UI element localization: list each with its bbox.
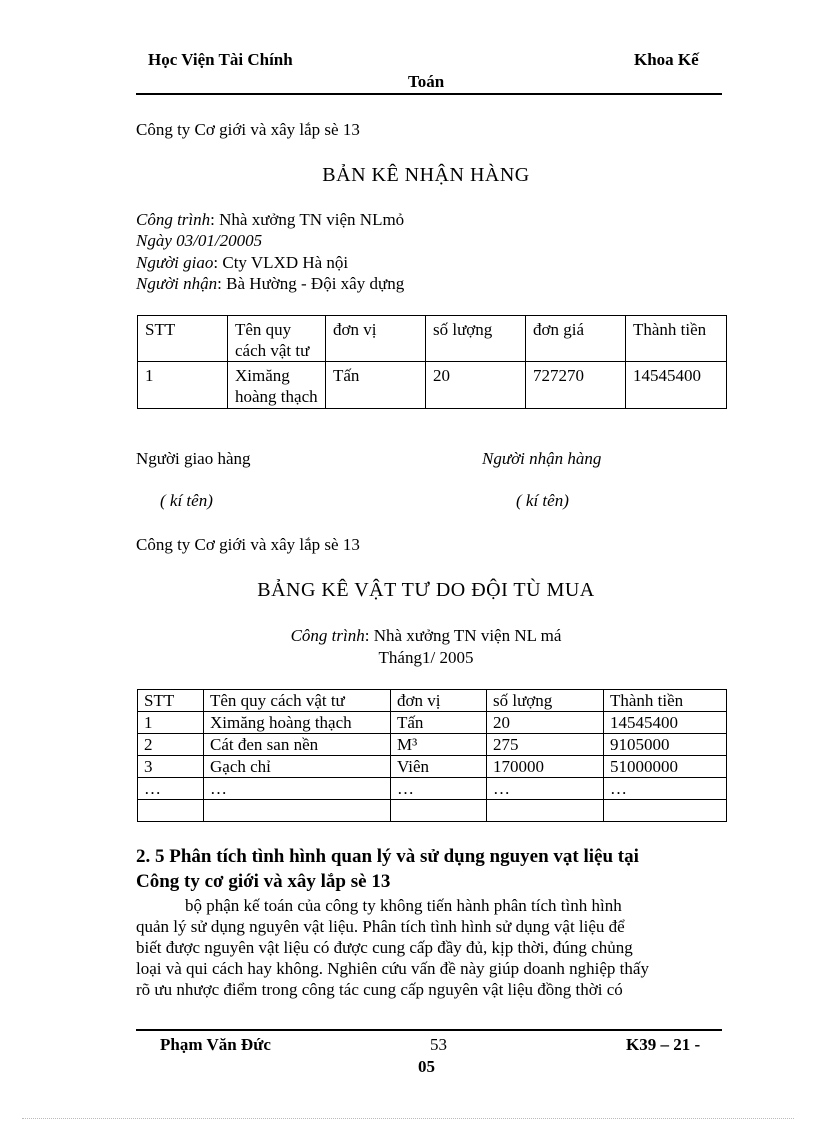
materials-month: Tháng1/ 2005 — [378, 648, 474, 667]
table-cell: … — [391, 778, 487, 800]
receipt-title: BẢN KÊ NHẬN HÀNG — [322, 164, 530, 186]
section-heading-line2: Công ty cơ giới và xây lắp sè 13 — [136, 871, 391, 892]
table-cell: 2 — [138, 734, 204, 756]
signature-receiver: Người nhận hàng — [482, 449, 602, 468]
header-left: Học Viện Tài Chính — [148, 50, 293, 69]
table-cell: Gạch chỉ — [204, 756, 391, 778]
table-cell — [487, 800, 604, 822]
page-bottom-edge — [22, 1118, 794, 1119]
table-row — [138, 362, 727, 409]
table-cell: 170000 — [487, 756, 604, 778]
table-header-row — [138, 316, 727, 362]
table-cell: … — [487, 778, 604, 800]
table-header-cell: Tên quy cách vật tư — [228, 316, 326, 362]
materials-table — [137, 689, 727, 822]
table-cell: Tấn — [326, 362, 426, 409]
table-row — [138, 800, 727, 822]
table-cell: 727270 — [526, 362, 626, 409]
table-cell — [138, 800, 204, 822]
paragraph-line: bộ phận kế toán của công ty không tiến hành phân tích tình hình — [185, 896, 622, 915]
table-cell: Ximăng hoàng thạch — [228, 362, 326, 409]
table-header-cell: đơn vị — [391, 690, 487, 712]
footer-rule — [136, 1029, 722, 1031]
table-header-cell: STT — [138, 690, 204, 712]
table-header-cell: Thành tiền — [626, 316, 727, 362]
field-project — [136, 210, 404, 230]
table-cell: … — [138, 778, 204, 800]
footer-page-cont: 05 — [418, 1057, 435, 1076]
table-cell: 3 — [138, 756, 204, 778]
table-cell — [604, 800, 727, 822]
header-center: Toán — [408, 72, 445, 91]
table-header-cell: Tên quy cách vật tư — [204, 690, 391, 712]
signature-right-sign: ( kí tên) — [516, 491, 569, 510]
header-rule — [136, 93, 722, 95]
signature-giver: Người giao hàng — [136, 449, 251, 468]
table-cell: 51000000 — [604, 756, 727, 778]
table-cell — [204, 800, 391, 822]
table-cell: 9105000 — [604, 734, 727, 756]
table-row — [138, 734, 727, 756]
table-cell: Tấn — [391, 712, 487, 734]
materials-title: BẢNG KÊ VẬT TƯ DO ĐỘI TÙ MUA — [257, 579, 595, 601]
field-date — [136, 231, 262, 251]
signature-left-sign: ( kí tên) — [160, 491, 213, 510]
field-project-value: Nhà xưởng TN viện NLmỏ — [219, 210, 405, 229]
table-cell: 275 — [487, 734, 604, 756]
table-cell: … — [204, 778, 391, 800]
materials-project-label: Công trình — [290, 626, 365, 645]
field-giver-value: Cty VLXD Hà nội — [222, 253, 349, 272]
table-cell: Cát đen san nền — [204, 734, 391, 756]
company-name-1: Công ty Cơ giới và xây lắp sè 13 — [136, 120, 360, 139]
receipt-table — [137, 315, 727, 409]
table-cell: Ximăng hoàng thạch — [204, 712, 391, 734]
field-receiver-sep: : — [217, 274, 227, 293]
table-cell: Viên — [391, 756, 487, 778]
table-row — [138, 756, 727, 778]
paragraph-line: biết được nguyên vật liệu có được cung cấp đầy đủ, kịp thời, đúng chủng — [136, 938, 633, 957]
section-heading-line1: 2. 5 Phân tích tình hình quan lý và sử dụng nguyen vạt liệu tại — [136, 846, 639, 867]
table-header-cell: STT — [138, 316, 228, 362]
field-project-sep: : — [210, 210, 220, 229]
footer-class: K39 – 21 - — [626, 1035, 701, 1054]
company-name-2: Công ty Cơ giới và xây lắp sè 13 — [136, 535, 360, 554]
field-giver-sep: : — [213, 253, 223, 272]
field-receiver-label: Người nhận — [136, 274, 218, 293]
field-giver — [136, 253, 348, 273]
field-receiver-value: Bà Hường - Đội xây dựng — [226, 274, 405, 293]
table-cell: M³ — [391, 734, 487, 756]
field-giver-label: Người giao — [136, 253, 214, 272]
field-project-label: Công trình — [136, 210, 211, 229]
table-header-cell: đơn giá — [526, 316, 626, 362]
table-cell: 20 — [426, 362, 526, 409]
table-row — [138, 778, 727, 800]
field-receiver — [136, 274, 404, 294]
paragraph-line: loại và qui cách hay không. Nghiên cứu vấn đề này giúp doanh nghiệp thấy — [136, 959, 649, 978]
table-cell: 14545400 — [604, 712, 727, 734]
table-header-cell: số lượng — [487, 690, 604, 712]
materials-project-value: : Nhà xưởng TN viện NL má — [364, 626, 562, 645]
table-header-row — [138, 690, 727, 712]
table-cell — [391, 800, 487, 822]
table-header-cell: số lượng — [426, 316, 526, 362]
paragraph-line: rõ ưu nhược điểm trong công tác cung cấp nguyên vật liệu đồng thời có — [136, 980, 623, 999]
table-cell: 1 — [138, 362, 228, 409]
materials-project — [0, 626, 816, 646]
table-header-cell: đơn vị — [326, 316, 426, 362]
footer-author: Phạm Văn Đức — [160, 1035, 271, 1054]
paragraph-line: quản lý sử dụng nguyên vật liệu. Phân tích tình hình sử dụng vật liệu để — [136, 917, 625, 936]
header-right: Khoa Kế — [634, 50, 699, 69]
table-cell: 1 — [138, 712, 204, 734]
field-date-label: Ngày 03/01/20005 — [136, 231, 263, 250]
table-row — [138, 712, 727, 734]
footer-page: 53 — [430, 1035, 447, 1054]
table-cell: 14545400 — [626, 362, 727, 409]
table-header-cell: Thành tiền — [604, 690, 727, 712]
table-cell: 20 — [487, 712, 604, 734]
table-cell: … — [604, 778, 727, 800]
